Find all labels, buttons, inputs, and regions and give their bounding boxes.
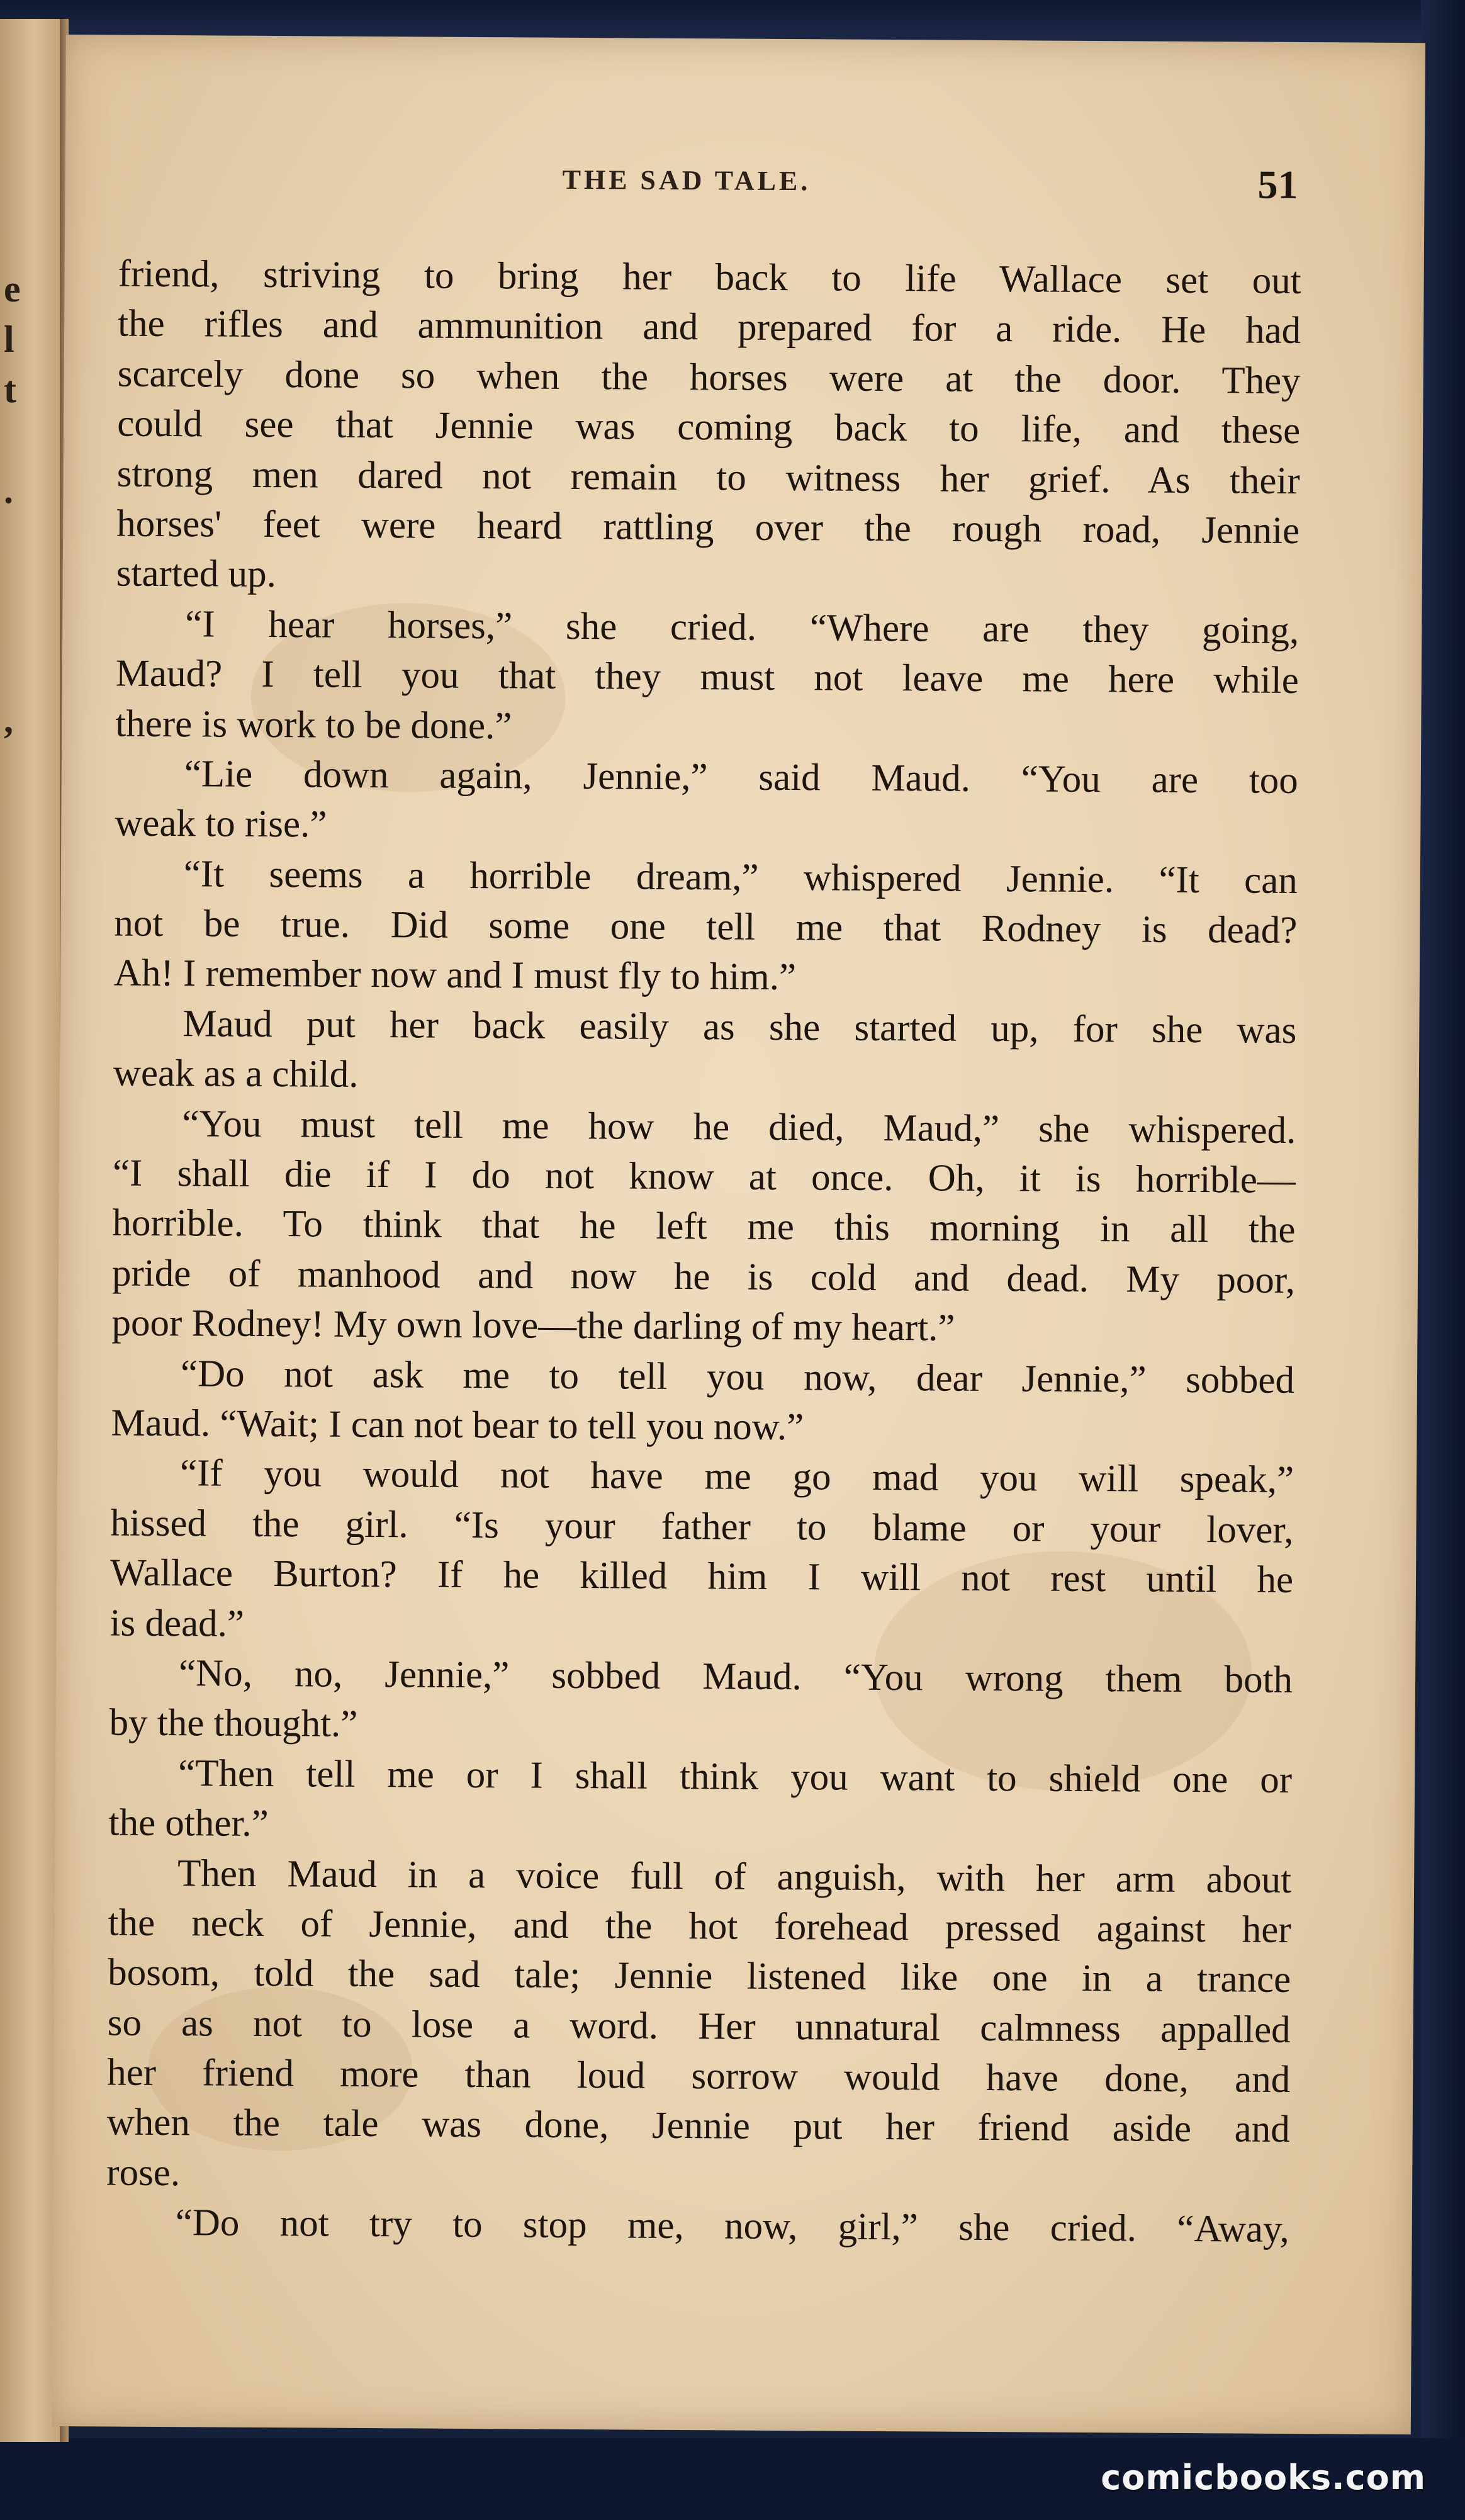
- page-number: 51: [1257, 162, 1298, 207]
- prev-page-fragment: t: [4, 369, 16, 410]
- prev-page-fragment: l: [4, 318, 14, 360]
- text-line: not be true. Did some one tell me that Rodney is dead?: [114, 902, 1298, 952]
- dark-background-right: [1421, 0, 1465, 2520]
- running-head: THE SAD TALE.: [562, 164, 811, 197]
- text-line: weak as a child.: [113, 1052, 359, 1096]
- text-line: horrible. To think that he left me this morning in all the: [112, 1201, 1296, 1252]
- text-line: “Do not try to stop me, now, girl,” she cried. “Away,: [175, 2202, 1289, 2251]
- page-text: [106, 249, 1301, 2255]
- text-line: “If you would not have me go mad you will speak,”: [179, 1452, 1294, 1502]
- text-line: weak to rise.”: [115, 802, 327, 846]
- text-line: “Lie down again, Jennie,” said Maud. “You are too: [184, 753, 1299, 802]
- text-line: scarcely done so when the horses were at the door. They: [117, 352, 1301, 402]
- text-line: “Then tell me or I shall think you want to shield one or: [177, 1752, 1293, 1801]
- text-line: “Do not ask me to tell you now, dear Jennie,” sobbed: [180, 1352, 1295, 1402]
- text-line: friend, striving to bring her back to life Wallace set out: [118, 252, 1301, 302]
- text-line: could see that Jennie was coming back to life, and these: [117, 402, 1301, 453]
- text-line: “I hear horses,” she cried. “Where are they going,: [185, 602, 1299, 652]
- text-line: Wallace Burton? If he killed him I will not rest until he: [109, 1551, 1294, 1602]
- prev-page-fragment: ,: [4, 699, 13, 741]
- text-line: so as not to lose a word. Her unnatural calmness appalled: [107, 2001, 1291, 2051]
- text-line: rose.: [106, 2151, 181, 2195]
- text-line: Maud put her back easily as she started up, for she was: [182, 1003, 1297, 1052]
- text-line: hissed the girl. “Is your father to blame or your lover,: [110, 1502, 1294, 1551]
- text-line: horses' feet were heard rattling over the rough road, Jennie: [116, 502, 1300, 552]
- text-line: bosom, told the sad tale; Jennie listened like one in a trance: [107, 1951, 1291, 2001]
- text-line: “It seems a horrible dream,” whispered Jennie. “It can: [183, 852, 1298, 902]
- watermark: comicbooks.com: [1101, 2458, 1426, 2497]
- prev-page-fragment: e: [4, 268, 21, 310]
- text-line: the other.”: [108, 1801, 269, 1845]
- text-line: poor Rodney! My own love—the darling of my heart.”: [111, 1302, 955, 1349]
- text-line: pride of manhood and now he is cold and dead. My poor,: [111, 1252, 1296, 1302]
- text-line: the neck of Jennie, and the hot forehead pressed against her: [108, 1901, 1291, 1951]
- text-line: is dead.”: [109, 1602, 245, 1645]
- prev-page-fragment: .: [4, 470, 13, 511]
- text-line: the rifles and ammunition and prepared for a ride. He had: [117, 302, 1301, 352]
- text-line: started up.: [116, 552, 277, 596]
- text-line: “No, no, Jennie,” sobbed Maud. “You wrong them both: [178, 1652, 1293, 1701]
- text-line: strong men dared not remain to witness her grief. As their: [116, 453, 1300, 502]
- text-line: Maud. “Wait; I can not bear to tell you now.”: [111, 1402, 804, 1449]
- text-line: Then Maud in a voice full of anguish, with her arm about: [177, 1852, 1292, 1901]
- text-line: “I shall die if I do not know at once. Oh, it is horrible—: [112, 1152, 1296, 1202]
- text-line: “You must tell me how he died, Maud,” she whispered.: [182, 1102, 1296, 1152]
- text-line: Maud? I tell you that they must not leave me here while: [115, 652, 1299, 702]
- text-line: by the thought.”: [109, 1701, 358, 1746]
- text-line: her friend more than loud sorrow would have done, and: [107, 2051, 1291, 2101]
- text-line: there is work to be done.”: [115, 702, 512, 747]
- book-page: [52, 35, 1425, 2434]
- text-line: Ah! I remember now and I must fly to him.”: [113, 952, 797, 999]
- text-line: when the tale was done, Jennie put her friend aside and: [106, 2101, 1290, 2151]
